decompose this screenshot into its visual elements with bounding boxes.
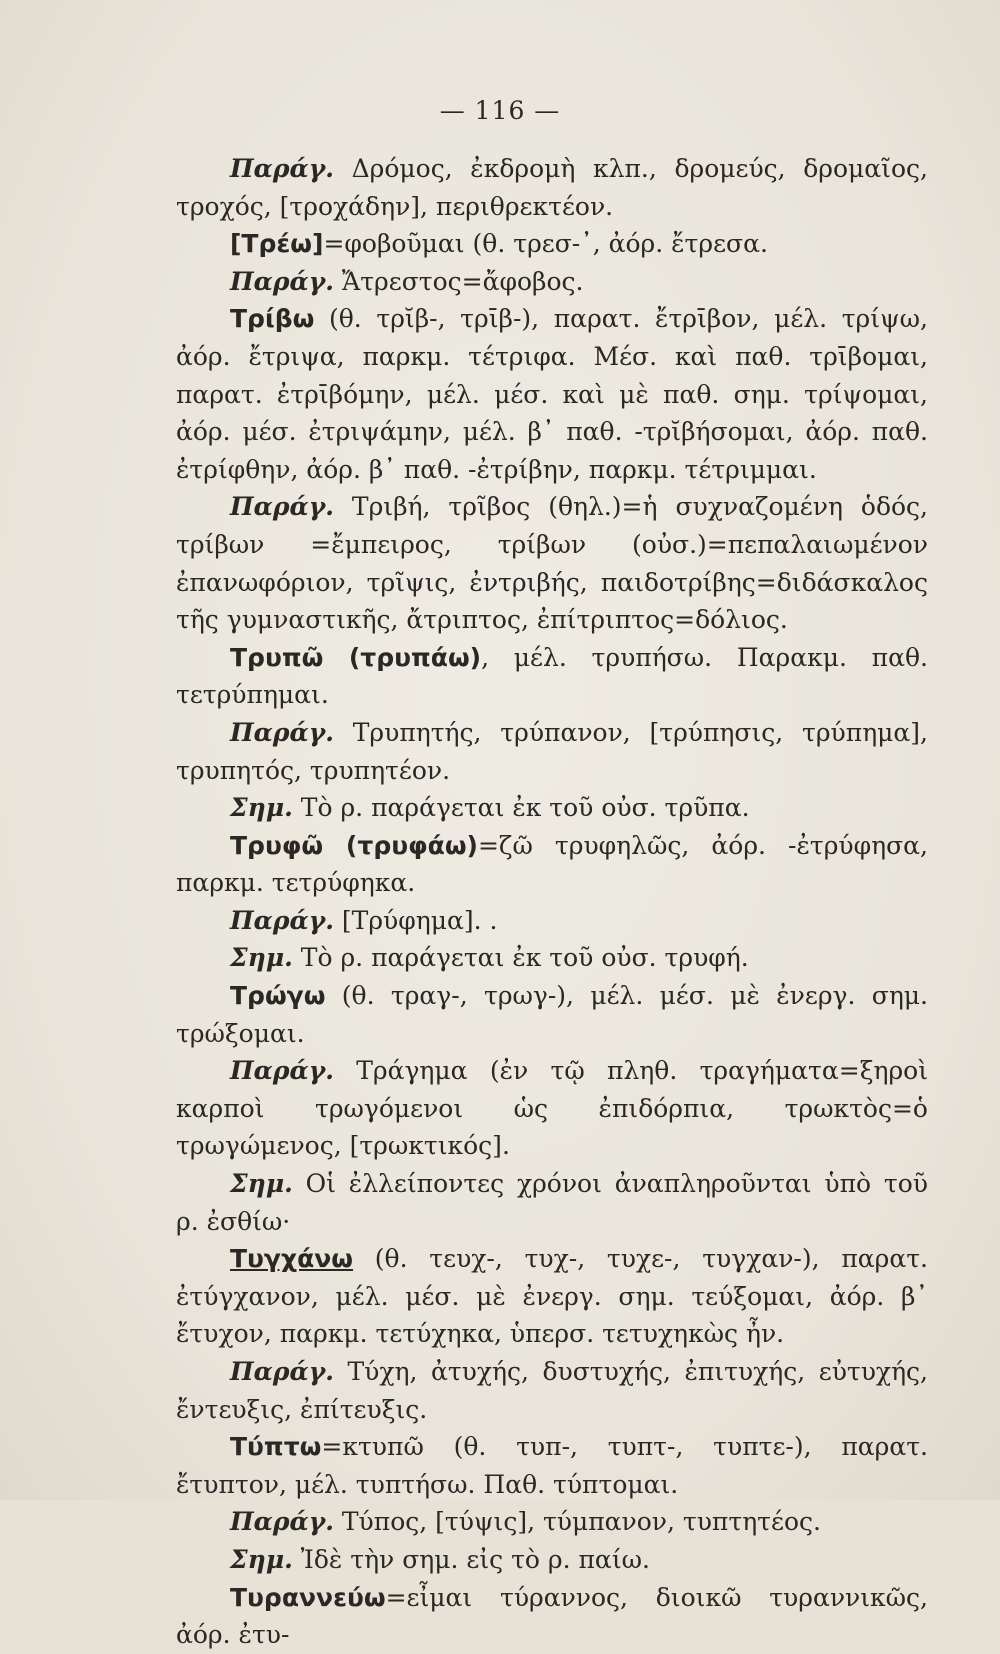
entry-body: (θ. τευχ-, τυχ-, τυχε-, τυγχαν-), παρατ. ἐτύγχανον, μέλ. μέσ. μὲ ἐνεργ. σημ. τεύξομαι, ἀόρ. β᾽ ἔτυχον, παρκμ. τετύχηκα, ὑπερσ. τετυχηκὼς ἦν. xyxy=(176,1244,928,1349)
entry-paragraph xyxy=(176,902,928,940)
entry-body: =εἶμαι τύραννος, διοικῶ τυραννικῶς, ἀόρ. ἐτυ- xyxy=(176,1582,928,1650)
dictionary-text xyxy=(176,150,928,1654)
entry-paragraph xyxy=(176,827,928,902)
entry-body: (θ. τρῐβ-, τρῑβ-), παρατ. ἔτρῑβον, μέλ. τρίψω, ἀόρ. ἔτριψα, παρκμ. τέτριφα. Μέσ. καὶ παθ. τρῑβομαι, παρατ. ἐτρῑβόμην, μέλ. μέσ. καὶ μὲ παθ. σημ. τρίψομαι, ἀόρ. μέσ. ἐτριψάμην, μέλ. β᾽ παθ. -τρῐβήσομαι, ἀόρ. παθ. ἐτρίφθην, ἀόρ. β᾽ παθ. -ἐτρίβην, παρκμ. τέτριμμαι. xyxy=(176,304,928,484)
entry-paragraph xyxy=(176,939,928,977)
entry-paragraph xyxy=(176,1541,928,1579)
entry-label: Παράγ. xyxy=(230,154,334,183)
entry-body: =φοβοῦμαι (θ. τρεσ-᾽, ἀόρ. ἔτρεσα. xyxy=(323,229,768,259)
entry-body: Τὸ ρ. παράγεται ἐκ τοῦ οὐσ. τρῦπα. xyxy=(292,793,750,823)
entry-paragraph xyxy=(176,1503,928,1541)
entry-label: Παράγ. xyxy=(230,905,334,935)
entry-paragraph xyxy=(176,789,928,827)
entry-label: Παράγ. xyxy=(230,492,334,522)
entry-label: Σημ. xyxy=(230,1169,293,1199)
entry-body: Ἄτρεστος=ἄφοβος. xyxy=(333,266,584,296)
entry-body: Οἱ ἐλλείποντες χρόνοι ἀναπληροῦνται ὑπὸ τοῦ ρ. ἐσθίω· xyxy=(176,1169,928,1236)
entry-label: Σημ. xyxy=(230,793,293,823)
entry-body: Τρυπητής, τρύπανον, [τρύπησις, τρύπημα], τρυπητός, τρυπητέον. xyxy=(176,717,928,785)
entry-paragraph xyxy=(176,639,928,714)
entry-paragraph xyxy=(176,225,928,263)
entry-body: (θ. τραγ-, τρωγ-), μέλ. μέσ. μὲ ἐνεργ. σημ. τρώξομαι. xyxy=(176,981,928,1048)
entry-headword: Τύπτω xyxy=(230,1432,322,1462)
entry-label: Παράγ. xyxy=(230,717,334,747)
entry-headword: Τρυπῶ (τρυπάω) xyxy=(230,642,482,672)
entry-paragraph xyxy=(176,300,928,488)
entry-body: =ζῶ τρυφηλῶς, ἀόρ. -ἐτρύφησα, παρκμ. τετρύφηκα. xyxy=(176,830,928,898)
entry-paragraph xyxy=(176,488,928,638)
entry-headword: Τρυφῶ (τρυφάω) xyxy=(230,830,478,860)
entry-paragraph xyxy=(176,977,928,1052)
entry-paragraph xyxy=(176,1240,928,1353)
entry-body: Δρόμος, ἐκδρομὴ κλπ., δρομεύς, δρομαῖος, τροχός, [τροχάδην], περιθρεκτέον. xyxy=(176,154,928,221)
entry-headword: Τρώγω xyxy=(230,981,326,1011)
entry-paragraph xyxy=(176,714,928,789)
entry-paragraph xyxy=(176,150,928,225)
entry-paragraph xyxy=(176,1428,928,1503)
entry-label: Παράγ. xyxy=(230,266,334,296)
entry-headword: Τρίβω xyxy=(230,304,315,334)
entry-label: Σημ. xyxy=(230,943,293,973)
entry-label: Σημ. xyxy=(230,1544,293,1574)
entry-body: Τράγημα (ἐν τῷ πληθ. τραγήματα=ξηροὶ καρποὶ τρωγόμενοι ὡς ἐπιδόρπια, τρωκτὸς=ὁ τρωγώμενος, [τρωκτικός]. xyxy=(176,1056,928,1161)
entry-body: =κτυπῶ (θ. τυπ-, τυπτ-, τυπτε-), παρατ. ἔτυπτον, μέλ. τυπτήσω. Παθ. τύπτομαι. xyxy=(176,1432,928,1499)
entry-label: Παράγ. xyxy=(230,1357,334,1386)
entry-body: Τριβή, τρῖβος (θηλ.)=ἡ συχναζομένη ὁδός, τρίβων =ἔμπειρος, τρίβων (οὐσ.)=πεπαλαιωμένον ἐπανωφόριον, τρῖψις, ἐντριβής, παιδοτρίβης=διδάσκαλος τῆς γυμναστικῆς, ἄτριπτος, ἐπίτριπτος=δόλιος. xyxy=(176,492,928,635)
entry-headword: Τυγχάνω xyxy=(230,1244,354,1274)
entry-headword: Τυραννεύω xyxy=(230,1582,386,1612)
entry-paragraph xyxy=(176,1052,928,1165)
entry-paragraph xyxy=(176,1579,928,1654)
entry-body: [Τρύφημα]. . xyxy=(333,905,498,935)
entry-headword: [Τρέω] xyxy=(230,229,324,259)
entry-paragraph xyxy=(176,1353,928,1428)
entry-body: Τύχη, ἀτυχής, δυστυχής, ἐπιτυχής, εὐτυχής, ἔντευξις, ἐπίτευξις. xyxy=(176,1357,928,1424)
entry-label: Παράγ. xyxy=(230,1056,334,1086)
entry-body: , μέλ. τρυπήσω. Παρακμ. παθ. τετρύπημαι. xyxy=(176,642,928,710)
entry-paragraph xyxy=(176,1165,928,1240)
page-number: — 116 — xyxy=(439,96,561,125)
entry-label: Παράγ. xyxy=(230,1507,334,1537)
entry-paragraph xyxy=(176,263,928,301)
entry-body: Ἰδὲ τὴν σημ. εἰς τὸ ρ. παίω. xyxy=(292,1544,650,1574)
entry-body: Τὸ ρ. παράγεται ἐκ τοῦ οὐσ. τρυφή. xyxy=(292,943,749,973)
entry-body: Τύπος, [τύψις], τύμπανον, τυπτητέος. xyxy=(333,1507,821,1537)
